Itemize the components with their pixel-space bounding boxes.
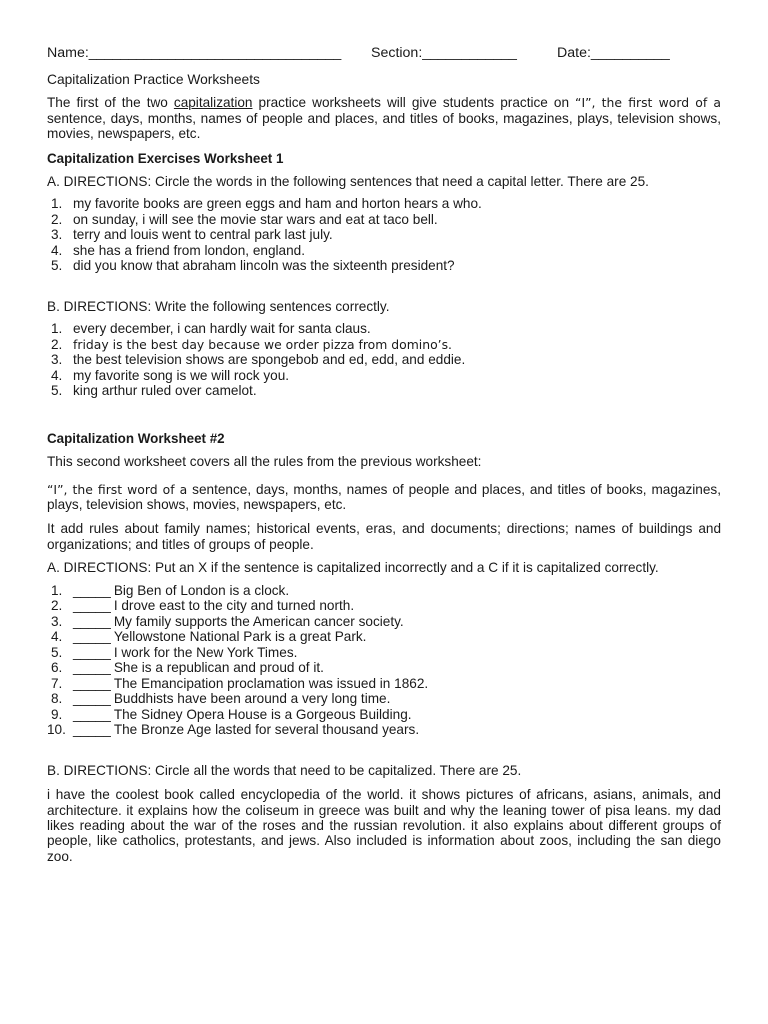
item-text: my favorite books are green eggs and ham and horton hears a who. xyxy=(73,196,482,212)
item-number: 5. xyxy=(51,383,63,399)
answer-blank[interactable]: _____ xyxy=(73,629,111,645)
list-item xyxy=(47,196,721,212)
list-item xyxy=(47,583,721,599)
answer-blank[interactable]: _____ xyxy=(73,644,111,660)
list-item xyxy=(47,352,721,368)
item-number: 9. xyxy=(51,706,63,722)
intro-quoted-text: “I”, the first word of a xyxy=(575,95,721,111)
ws2-b-directions: B. DIRECTIONS: Circle all the words that need to be capitalized. There are 25. xyxy=(47,762,522,778)
list-item xyxy=(47,243,721,259)
item-number: 2. xyxy=(51,211,63,227)
answer-blank[interactable]: _____ xyxy=(73,722,111,738)
list-item xyxy=(47,258,721,274)
item-text: on sunday, i will see the movie star wars and eat at taco bell. xyxy=(73,211,438,227)
list-item xyxy=(47,676,721,692)
document-title: Capitalization Practice Worksheets xyxy=(47,72,260,87)
intro-paragraph xyxy=(47,95,721,141)
name-blank: ________________________________ xyxy=(88,45,342,61)
list-item xyxy=(47,707,721,723)
ws1-a-directions: A. DIRECTIONS: Circle the words in the following sentences that need a capital letter. There are 25. xyxy=(47,174,649,190)
answer-blank[interactable]: _____ xyxy=(73,613,111,629)
list-item xyxy=(47,368,721,384)
item-number: 4. xyxy=(51,367,63,383)
item-text: king arthur ruled over camelot. xyxy=(73,383,257,399)
answer-blank[interactable]: _____ xyxy=(73,706,111,722)
item-text: my favorite song is we will rock you. xyxy=(73,367,290,383)
item-text: every december, i can hardly wait for santa claus. xyxy=(73,321,371,337)
answer-blank[interactable]: _____ xyxy=(73,598,111,614)
answer-blank[interactable]: _____ xyxy=(73,675,111,691)
item-text: I drove east to the city and turned north. xyxy=(113,598,355,614)
item-text: friday is the best day because we order pizza from domino’s. xyxy=(73,336,452,352)
item-text: Buddhists have been around a very long time. xyxy=(113,691,391,707)
item-number: 5. xyxy=(51,258,63,274)
date-label: Date: xyxy=(557,45,591,61)
header-fields xyxy=(47,46,721,66)
item-number: 5. xyxy=(51,644,63,660)
ws2-a-directions: A. DIRECTIONS: Put an X if the sentence is capitalized incorrectly and a C if it is capitalized correctly. xyxy=(47,560,659,576)
item-number: 2. xyxy=(51,336,63,352)
item-number: 10. xyxy=(47,722,66,738)
item-text: She is a republican and proud of it. xyxy=(113,660,324,676)
list-item xyxy=(47,691,721,707)
item-number: 2. xyxy=(51,598,63,614)
item-number: 1. xyxy=(51,582,63,598)
ws2-b-paragraph: i have the coolest book called encyclopedia of the world. it shows pictures of africans, asians, animals, and architecture. it explains how the coliseum in greece was built and why the leaning tower of pisa leans. my dad likes reading about the war of the roses and the russian revolution. it also explains about different groups of people, like catholics, protestants, and jews. Also included is information about zoos, including the san diego zoo. xyxy=(47,787,721,864)
item-number: 8. xyxy=(51,691,63,707)
list-item xyxy=(47,722,721,738)
name-label: Name: xyxy=(47,45,89,61)
item-number: 1. xyxy=(51,321,63,337)
list-item xyxy=(47,645,721,661)
item-number: 3. xyxy=(51,227,63,243)
list-item xyxy=(47,629,721,645)
item-number: 1. xyxy=(51,196,63,212)
ws2-rules-quoted: “I”, the first word of a xyxy=(47,481,188,497)
date-field xyxy=(557,46,670,61)
ws2-rules-rest: sentence, days, months, names of people and places, and titles of books, magazines, plays, television shows, movies, newspapers, etc. xyxy=(47,481,721,513)
item-number: 6. xyxy=(51,660,63,676)
ws2-added-rules: It add rules about family names; historical events, eras, and documents; directions; names of buildings and organizations; and titles of groups of people. xyxy=(47,521,721,552)
intro-text-3: sentence, days, months, names of people and places, and titles of books, magazines, plays, television shows, movies, newspapers, etc. xyxy=(47,110,721,142)
list-item xyxy=(47,321,721,337)
item-text: My family supports the American cancer society. xyxy=(113,613,404,629)
item-text: The Emancipation proclamation was issued in 1862. xyxy=(113,675,429,691)
answer-blank[interactable]: _____ xyxy=(73,582,111,598)
list-item xyxy=(47,383,721,399)
ws1-a-list xyxy=(47,196,721,274)
item-text: terry and louis went to central park last july. xyxy=(73,227,333,243)
worksheet-page xyxy=(47,46,721,864)
worksheet1-heading: Capitalization Exercises Worksheet 1 xyxy=(47,150,284,166)
list-item xyxy=(47,614,721,630)
answer-blank[interactable]: _____ xyxy=(73,660,111,676)
date-blank: __________ xyxy=(590,45,670,61)
section-field xyxy=(371,46,517,61)
list-item xyxy=(47,337,721,353)
ws2-rules-paragraph xyxy=(47,482,721,513)
item-number: 4. xyxy=(51,629,63,645)
list-item xyxy=(47,660,721,676)
item-number: 3. xyxy=(51,613,63,629)
list-item xyxy=(47,212,721,228)
ws1-b-list xyxy=(47,321,721,399)
item-text: she has a friend from london, england. xyxy=(73,242,306,258)
item-text: the best television shows are spongebob and ed, edd, and eddie. xyxy=(73,352,466,368)
list-item xyxy=(47,227,721,243)
section-blank: ____________ xyxy=(422,45,517,61)
ws2-a-list xyxy=(47,583,721,738)
item-text: Big Ben of London is a clock. xyxy=(113,582,290,598)
item-text: The Bronze Age lasted for several thousand years. xyxy=(113,722,420,738)
item-text: The Sidney Opera House is a Gorgeous Building. xyxy=(113,706,412,722)
ws2-intro: This second worksheet covers all the rules from the previous worksheet: xyxy=(47,454,482,470)
item-number: 7. xyxy=(51,675,63,691)
item-text: I work for the New York Times. xyxy=(113,644,298,660)
ws1-b-directions: B. DIRECTIONS: Write the following sentences correctly. xyxy=(47,298,390,314)
item-number: 4. xyxy=(51,242,63,258)
item-number: 3. xyxy=(51,352,63,368)
worksheet2-heading: Capitalization Worksheet #2 xyxy=(47,430,225,446)
name-field xyxy=(47,46,341,61)
section-label: Section: xyxy=(371,45,423,61)
intro-text-1: The first of the two xyxy=(47,95,174,111)
intro-text-2: practice worksheets will give students practice on xyxy=(252,95,576,111)
item-text: did you know that abraham lincoln was the sixteenth president? xyxy=(73,258,455,274)
intro-underlined-word: capitalization xyxy=(173,95,253,111)
answer-blank[interactable]: _____ xyxy=(73,691,111,707)
item-text: Yellowstone National Park is a great Park. xyxy=(113,629,367,645)
list-item xyxy=(47,598,721,614)
